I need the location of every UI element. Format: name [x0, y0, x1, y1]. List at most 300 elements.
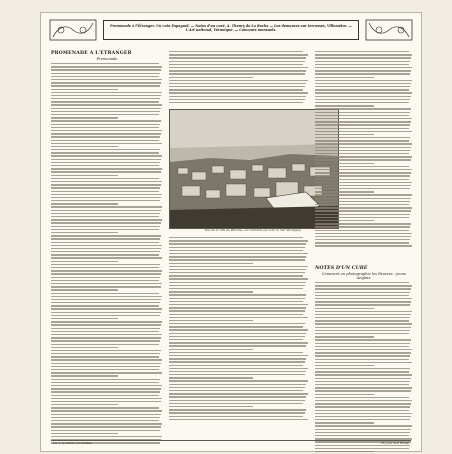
- text-line: [315, 61, 410, 62]
- text-line: [169, 333, 306, 334]
- text-line: [315, 80, 412, 81]
- text-line: [169, 368, 308, 369]
- text-line: [51, 395, 159, 396]
- text-line: [51, 127, 159, 128]
- text-line: [51, 120, 161, 121]
- text-line: [169, 355, 308, 356]
- text-line: [315, 245, 412, 246]
- text-line: [315, 210, 411, 211]
- text-line: [51, 407, 159, 408]
- text-line: [315, 435, 409, 436]
- text-line: [51, 436, 162, 437]
- text-line: [51, 344, 159, 345]
- text-line: [315, 137, 410, 138]
- text-line: [315, 108, 411, 109]
- text-line: [51, 382, 159, 383]
- text-line: [315, 92, 412, 93]
- text-line: [169, 96, 306, 97]
- text-line: [51, 73, 160, 74]
- text-line: [315, 374, 412, 375]
- text-line: [315, 198, 411, 199]
- text-line: [315, 191, 374, 192]
- text-line: [169, 349, 253, 350]
- footer-rule: [51, 440, 411, 441]
- text-line: [315, 242, 409, 243]
- text-line: [315, 336, 374, 337]
- text-line: [51, 398, 162, 399]
- text-line: [315, 121, 411, 122]
- text-line: [169, 247, 305, 248]
- article-body-center-bottom: [169, 237, 309, 420]
- text-line: [51, 420, 159, 421]
- text-line: [315, 317, 410, 318]
- text-line: [169, 317, 308, 318]
- text-line: [169, 323, 305, 324]
- text-line: [315, 204, 409, 205]
- text-line: [169, 380, 308, 381]
- text-line: [315, 226, 410, 227]
- text-line: [315, 51, 409, 52]
- text-line: [51, 111, 160, 112]
- text-line: [169, 412, 305, 413]
- text-line: [51, 369, 159, 370]
- text-line: [51, 334, 162, 335]
- text-line: [169, 54, 308, 55]
- text-line: [315, 143, 412, 144]
- text-line: [51, 305, 159, 306]
- text-line: [315, 153, 409, 154]
- text-line: [51, 162, 160, 163]
- text-line: [315, 288, 411, 289]
- text-line: [315, 371, 409, 372]
- footer-left-text: Vol. 5, le numéro 10 centimes: [53, 442, 93, 445]
- text-line: [169, 80, 308, 81]
- text-line: [169, 365, 303, 366]
- text-line: [51, 213, 160, 214]
- article-body-right-bottom: [315, 282, 413, 452]
- text-line: [169, 285, 305, 286]
- text-line: [51, 152, 159, 153]
- text-line: [51, 143, 162, 144]
- text-line: [169, 237, 303, 238]
- text-line: [169, 298, 305, 299]
- article-subtitle: Promenade: [96, 57, 118, 61]
- text-line: [51, 92, 162, 93]
- text-line: [315, 201, 410, 202]
- text-line: [315, 355, 410, 356]
- text-line: [169, 339, 303, 340]
- text-line: [315, 298, 412, 299]
- text-line: [169, 371, 306, 372]
- text-line: [315, 150, 410, 151]
- text-line: [51, 366, 160, 367]
- column-left: [51, 51, 163, 446]
- right-ornament-icon: [365, 19, 413, 41]
- text-line: [51, 267, 159, 268]
- text-line: [169, 269, 306, 270]
- column-right: [315, 51, 413, 249]
- text-line: [51, 251, 160, 252]
- text-line: [51, 318, 118, 319]
- text-line: [315, 217, 409, 218]
- text-line: [315, 349, 412, 350]
- text-line: [51, 187, 160, 188]
- text-line: [51, 302, 160, 303]
- left-ornament-icon: [49, 19, 97, 41]
- text-line: [315, 339, 411, 340]
- text-line: [315, 188, 410, 189]
- text-line: [315, 236, 411, 237]
- text-line: [315, 416, 411, 417]
- text-line: [315, 429, 411, 430]
- text-line: [51, 264, 160, 265]
- text-line: [51, 130, 162, 131]
- text-line: [51, 181, 162, 182]
- text-line: [51, 430, 160, 431]
- text-line: [315, 314, 411, 315]
- text-line: [51, 388, 161, 389]
- column-center: [169, 51, 309, 105]
- text-line: [51, 359, 162, 360]
- text-line: [51, 222, 161, 223]
- text-line: [51, 159, 161, 160]
- text-line: [315, 301, 411, 302]
- text-line: [315, 432, 410, 433]
- text-line: [51, 321, 162, 322]
- text-line: [169, 86, 305, 87]
- text-line: [315, 387, 412, 388]
- text-line: [169, 102, 303, 103]
- article-title: PROMENADE A L'ÉTRANGER: [51, 51, 132, 56]
- text-line: [51, 85, 160, 86]
- text-line: [51, 312, 161, 313]
- text-line: [51, 229, 159, 230]
- text-line: [315, 83, 411, 84]
- text-line: [315, 400, 412, 401]
- text-line: [51, 200, 160, 201]
- text-line: [51, 280, 159, 281]
- text-line: [51, 414, 161, 415]
- text-line: [169, 70, 306, 71]
- text-line: [169, 301, 303, 302]
- text-line: [315, 159, 411, 160]
- text-line: [169, 259, 305, 260]
- notes-subtitle: Comment on photographie les Pauvres : jeune Anglais.: [321, 272, 407, 280]
- text-line: [169, 275, 303, 276]
- text-line: [315, 403, 411, 404]
- text-line: [315, 223, 411, 224]
- text-line: [51, 363, 161, 364]
- text-line: [51, 254, 159, 255]
- text-line: [169, 409, 306, 410]
- text-line: [51, 245, 162, 246]
- text-line: [169, 304, 308, 305]
- column-center-lower: [169, 237, 309, 422]
- text-line: [315, 96, 411, 97]
- text-line: [51, 353, 160, 354]
- text-line: [169, 288, 303, 289]
- text-line: [51, 277, 160, 278]
- text-line: [51, 79, 162, 80]
- text-line: [315, 422, 374, 423]
- text-line: [315, 327, 411, 328]
- text-line: [315, 175, 410, 176]
- text-line: [315, 70, 411, 71]
- text-line: [51, 340, 160, 341]
- article-body-center-top: [169, 51, 309, 103]
- text-line: [315, 64, 409, 65]
- text-line: [315, 230, 409, 231]
- text-line: [315, 346, 409, 347]
- text-line: [169, 406, 253, 407]
- text-line: [169, 329, 308, 330]
- text-line: [169, 57, 306, 58]
- text-line: [315, 169, 412, 170]
- text-line: [51, 168, 162, 169]
- text-line: [315, 359, 409, 360]
- text-line: [169, 400, 305, 401]
- text-line: [315, 295, 409, 296]
- text-line: [169, 310, 305, 311]
- newspaper-page: [40, 12, 422, 452]
- text-line: [169, 291, 253, 292]
- text-line: [169, 377, 253, 378]
- text-line: [169, 253, 308, 254]
- text-line: [315, 320, 409, 321]
- city-photo-icon: [170, 110, 338, 228]
- text-line: [51, 184, 161, 185]
- text-line: [51, 155, 162, 156]
- text-line: [169, 345, 306, 346]
- text-line: [51, 324, 161, 325]
- text-line: [51, 410, 162, 411]
- text-line: [315, 128, 409, 129]
- text-line: [51, 270, 162, 271]
- text-line: [51, 315, 160, 316]
- text-line: [51, 104, 162, 105]
- text-line: [51, 283, 162, 284]
- text-line: [51, 273, 161, 274]
- text-line: [315, 239, 410, 240]
- text-line: [51, 337, 161, 338]
- photo-caption: Vue de la ville de Panama, en Colombie (au loin, la mer Pacifique): [204, 228, 302, 232]
- text-line: [51, 76, 159, 77]
- text-line: [169, 240, 308, 241]
- text-line: [51, 197, 161, 198]
- text-line: [315, 112, 410, 113]
- column-right-lower: [315, 263, 413, 454]
- text-line: [51, 404, 118, 405]
- text-line: [51, 226, 160, 227]
- text-line: [51, 210, 161, 211]
- text-line: [169, 352, 303, 353]
- text-line: [169, 278, 308, 279]
- page-header: [41, 17, 421, 45]
- text-line: [51, 136, 160, 137]
- text-line: [51, 203, 118, 204]
- text-line: [315, 134, 374, 135]
- text-line: [315, 140, 409, 141]
- text-line: [315, 147, 411, 148]
- text-line: [51, 257, 162, 258]
- text-line: [315, 333, 409, 334]
- text-line: [169, 83, 306, 84]
- text-line: [51, 238, 160, 239]
- text-line: [51, 248, 161, 249]
- text-line: [315, 118, 412, 119]
- text-line: [169, 336, 305, 337]
- text-line: [51, 328, 160, 329]
- text-line: [315, 304, 410, 305]
- text-line: [51, 356, 159, 357]
- text-line: [51, 146, 118, 147]
- text-line: [169, 73, 305, 74]
- text-line: [315, 330, 410, 331]
- text-line: [315, 214, 410, 215]
- text-line: [51, 391, 160, 392]
- text-line: [169, 419, 308, 420]
- text-line: [169, 314, 303, 315]
- text-line: [169, 61, 305, 62]
- text-line: [51, 417, 160, 418]
- text-line: [315, 179, 409, 180]
- text-line: [315, 233, 412, 234]
- text-line: [169, 374, 305, 375]
- text-line: [315, 99, 410, 100]
- text-line: [169, 67, 308, 68]
- text-line: [315, 185, 411, 186]
- text-line: [169, 361, 305, 362]
- text-line: [51, 69, 161, 70]
- text-line: [51, 82, 161, 83]
- text-line: [169, 250, 303, 251]
- text-line: [315, 86, 410, 87]
- text-line: [169, 403, 303, 404]
- text-line: [51, 401, 161, 402]
- text-line: [315, 156, 412, 157]
- text-line: [51, 95, 161, 96]
- text-line: [315, 397, 409, 398]
- text-line: [51, 124, 160, 125]
- footer-right-text: Ph. pour de P. Brunel: [381, 442, 409, 445]
- text-line: [315, 384, 409, 385]
- text-line: [51, 89, 118, 90]
- text-line: [51, 289, 118, 290]
- text-line: [315, 413, 412, 414]
- text-line: [315, 311, 412, 312]
- text-line: [315, 77, 374, 78]
- text-line: [315, 419, 410, 420]
- text-line: [169, 256, 306, 257]
- text-line: [169, 342, 308, 343]
- text-line: [315, 73, 410, 74]
- text-line: [51, 350, 161, 351]
- text-line: [51, 114, 159, 115]
- text-line: [315, 352, 411, 353]
- text-line: [315, 343, 410, 344]
- text-line: [169, 294, 306, 295]
- text-line: [51, 178, 159, 179]
- text-line: [169, 396, 306, 397]
- text-line: [51, 165, 159, 166]
- text-line: [315, 282, 409, 283]
- text-line: [315, 308, 374, 309]
- text-line: [51, 206, 162, 207]
- text-line: [51, 372, 162, 373]
- text-line: [169, 64, 303, 65]
- text-line: [51, 63, 159, 64]
- text-line: [169, 393, 308, 394]
- text-line: [315, 115, 409, 116]
- text-line: [169, 99, 305, 100]
- text-line: [51, 191, 159, 192]
- text-line: [51, 426, 161, 427]
- text-line: [315, 410, 409, 411]
- text-line: [169, 266, 308, 267]
- text-line: [51, 375, 118, 376]
- text-line: [51, 379, 160, 380]
- text-line: [169, 384, 306, 385]
- text-line: [315, 67, 412, 68]
- text-line: [51, 117, 118, 118]
- text-line: [169, 272, 305, 273]
- text-line: [315, 368, 410, 369]
- text-line: [315, 124, 410, 125]
- text-line: [169, 92, 308, 93]
- text-line: [51, 296, 162, 297]
- text-line: [315, 57, 411, 58]
- text-line: [315, 394, 374, 395]
- text-line: [51, 293, 159, 294]
- text-line: [315, 362, 412, 363]
- text-line: [315, 131, 412, 132]
- text-line: [51, 235, 161, 236]
- text-line: [51, 140, 159, 141]
- text-line: [169, 51, 303, 52]
- text-line: [51, 216, 159, 217]
- text-line: [169, 243, 306, 244]
- text-line: [51, 242, 159, 243]
- text-line: [51, 219, 162, 220]
- text-line: [51, 232, 118, 233]
- text-line: [315, 172, 411, 173]
- text-line: [51, 286, 161, 287]
- text-line: [315, 166, 409, 167]
- text-line: [169, 326, 303, 327]
- text-line: [51, 308, 162, 309]
- text-line: [51, 171, 161, 172]
- text-line: [51, 194, 162, 195]
- text-line: [315, 292, 410, 293]
- text-line: [169, 416, 303, 417]
- text-line: [169, 263, 253, 264]
- text-line: [315, 163, 374, 164]
- text-line: [51, 98, 160, 99]
- text-line: [51, 423, 162, 424]
- text-line: [51, 149, 160, 150]
- text-line: [169, 282, 306, 283]
- city-photograph: [169, 109, 339, 229]
- text-line: [315, 105, 374, 106]
- page-footer: [41, 440, 421, 448]
- text-line: [315, 194, 412, 195]
- text-line: [51, 299, 161, 300]
- article-body-left: [51, 63, 163, 444]
- text-line: [169, 320, 253, 321]
- text-line: [315, 89, 409, 90]
- text-line: [51, 175, 118, 176]
- text-line: [315, 207, 412, 208]
